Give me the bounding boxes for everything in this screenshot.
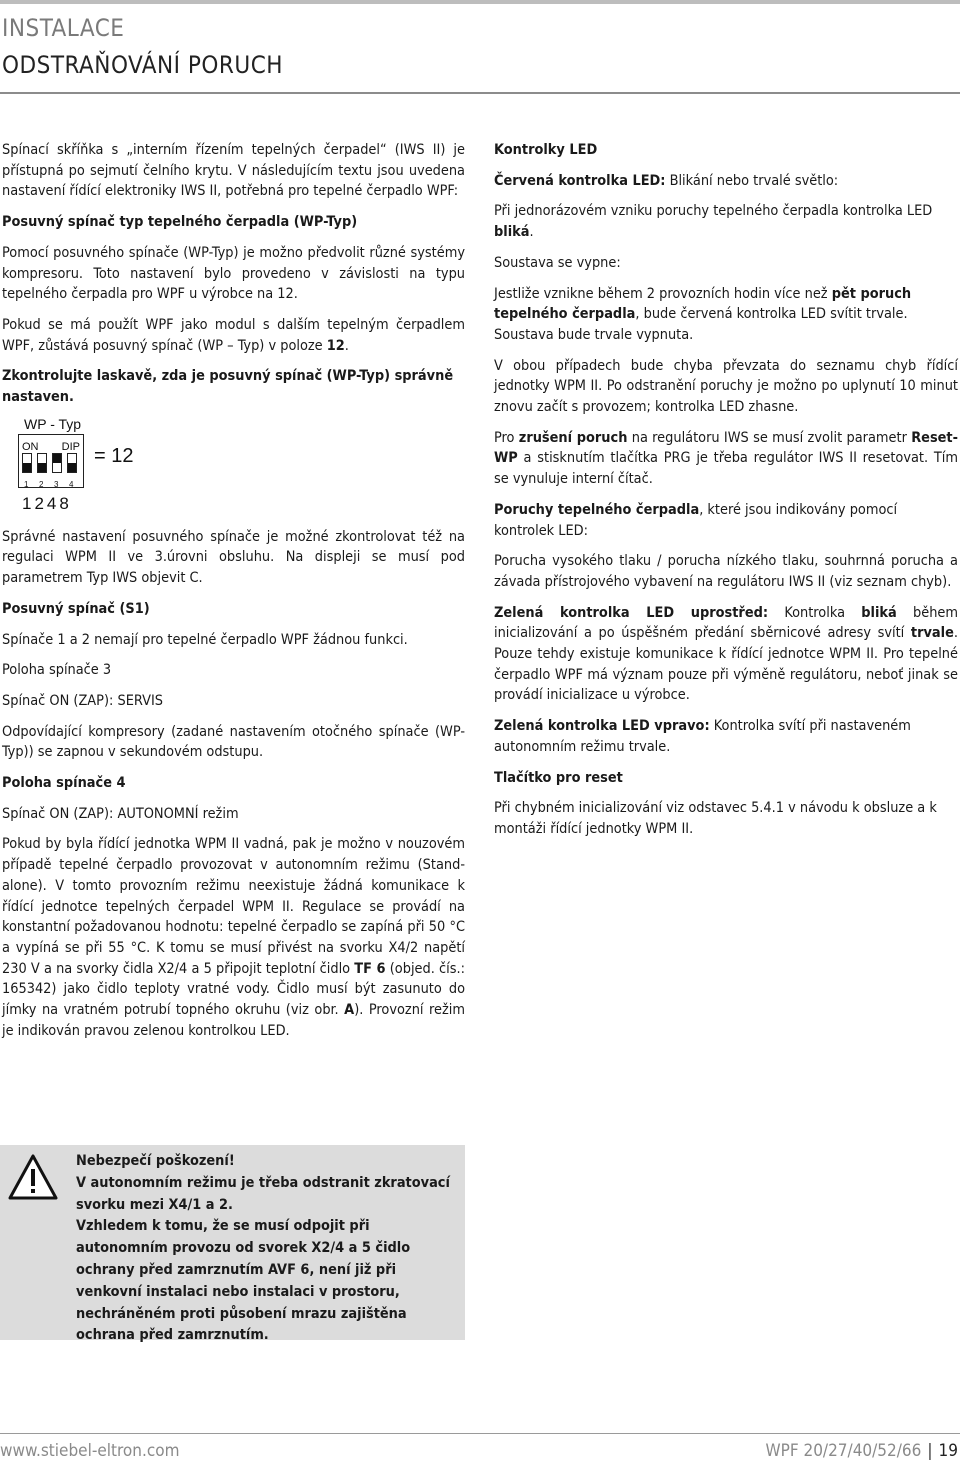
five-faults-paragraph: Jestliže vznikne během 2 provozních hodin více než pět poruch tepelného čerpadla, bude červená kontrolka LED svítit trvale. Soustava bude trvale vypnuta. (494, 285, 912, 343)
header-rule (0, 92, 960, 94)
intro-paragraph: Spínací skříňka s „interním řízením tepelných čerpadel“ (IWS II) je přístupná po sejmutí čelního krytu. V následujícím textu jsou uvedena nastavení řídící elektroniky IWS II, potřebná pro tepelné čerpadlo WPF: (2, 142, 465, 200)
position4-heading: Poloha spínače 4 (2, 775, 126, 792)
green-middle-paragraph: Zelená kontrolka LED uprostřed: Kontrolka bliká během inicializování a po úspěšném předání sběrnicové adresy svítí trvale. Pouze tehdy existuje komunikace k řídící jednotce WPM II. Pro tepelné čerpadlo WPF má význam pouze při výměně regulátoru, neboť jinak se provádí inicializace u výrobce. (494, 604, 959, 704)
switch-number: 1 (24, 479, 29, 489)
left-column (2, 140, 465, 1052)
dip-switch-box (18, 434, 84, 488)
green-right-paragraph: Zelená kontrolka LED vpravo: Kontrolka svítí při nastaveném autonomním režimu trvale. (494, 718, 911, 755)
led-heading: Kontrolky LED (494, 142, 598, 158)
footer-separator: | (927, 1441, 933, 1461)
switch-weights: 1248 (22, 493, 72, 513)
page-header (0, 0, 960, 96)
dip-label: DIP (61, 440, 80, 453)
wp-type-paragraph-2: Pokud se má použít WPF jako modul s dalším tepelným čerpadlem WPF, zůstává posuvný spínač (WP – Typ) v poloze 12. (2, 316, 465, 354)
warning-paragraph-1: V autonomním režimu je třeba odstranit zkratovací svorku mezi X4/1 a 2. (76, 1174, 450, 1213)
warning-paragraph-2: Vzhledem k tomu, že se musí odpojit při autonomním provozu od svorek X2/4 a 5 čidlo ochrany před zamrznutím AVF 6, není již při venkovní instalaci nebo instalaci v prostoru, nechráněném proti působení mrazu zajištěna ochrana před zamrznutím. (76, 1218, 411, 1344)
wp-type-paragraph-1: Pomocí posuvného spínače (WP-Typ) je možno předvolit různé systémy kompresoru. Toto nastavení bylo provedeno v závislosti na typu tepelného čerpadla pro WPF u výrobce na 12. (2, 244, 465, 303)
reset-button-heading: Tlačítko pro reset (494, 769, 623, 786)
s1-paragraph-4: Odpovídající kompresory (zadané nastavením otočného spínače (WP-Typ)) se zapnou v sekundovém odstupu. (2, 723, 465, 761)
dip-switch-diagram (18, 414, 318, 519)
s1-paragraph-2: Poloha spínače 3 (2, 662, 112, 679)
header-top-bar (0, 0, 960, 4)
page-number: 19 (938, 1441, 958, 1461)
warning-triangle-icon (8, 1153, 58, 1201)
warning-box (0, 1145, 465, 1344)
s1-paragraph-3: Spínač ON (ZAP): SERVIS (2, 692, 163, 709)
shutdown-paragraph: Soustava se vypne: (494, 254, 621, 271)
reset-paragraph: Pro zrušení poruch na regulátoru IWS se musí zvolit parametr Reset-WP a stisknutím tlačítka PRG je třeba regulátor IWS II resetovat. Tím se vynuluje interní čítač. (494, 429, 958, 488)
section-title: INSTALACE (2, 14, 125, 42)
footer-rule (0, 1433, 960, 1434)
right-column (494, 140, 958, 850)
position4-paragraph-1: Spínač ON (ZAP): AUTONOMNÍ režim (2, 805, 239, 822)
reset-button-paragraph: Při chybném inicializování viz odstavec 5.4.1 v návodu k obsluze a k montáži řídící jednotky WPM II. (494, 800, 937, 837)
footer-url: www.stiebel-eltron.com (0, 1441, 180, 1461)
footer-page-info (765, 1440, 958, 1462)
on-label: ON (22, 440, 39, 453)
switch-number: 3 (54, 479, 59, 489)
switch-number: 4 (69, 479, 74, 489)
faults-paragraph: Poruchy tepelného čerpadla, které jsou indikovány pomocí kontrolek LED: (494, 501, 898, 539)
check-instruction: Zkontrolujte laskavě, zda je posuvný spínač (WP-Typ) správně nastaven. (2, 368, 454, 406)
position4-paragraph-2: Pokud by byla řídící jednotka WPM II vadná, pak je možno v nouzovém případě tepelné čerpadlo provozovat v autonomním režimu (Stand-alone). V tomto provozním režimu neexistuje žádná komunikace k řídící jednotce tepelných čerpadel WPM II. Regulace se provádí na konstantní požadovanou hodnotu: tepelné čerpadlo se zapíná při 50 °C a vypíná se při 55 °C. K tomu se musí přivést na svorku X4/2 napětí 230 V a na svorky čidla X2/4 a 5 připojit teplotní čidlo TF 6 (objed. čís.: 165342) jako čidlo teploty vratné vody. Čidlo musí být zasunuto do jímky na vratném potrubí topného okruhu (viz obr. A). Provozní režim je indikován pravou zelenou kontrolkou LED. (2, 836, 465, 1039)
diagram-title: WP - Typ (24, 415, 82, 432)
dip-switch-4 (67, 453, 77, 473)
red-led-paragraph: Červená kontrolka LED: Blikání nebo trvalé světlo: (494, 172, 839, 189)
s1-heading: Posuvný spínač (S1) (2, 600, 150, 617)
diagram-value: = 12 (94, 444, 134, 467)
s1-paragraph-1: Spínače 1 a 2 nemají pro tepelné čerpadlo WPF žádnou funkci. (2, 631, 408, 648)
warning-text (76, 1151, 458, 1347)
dip-switch-2 (37, 453, 47, 473)
dip-switch-3 (52, 453, 62, 473)
wp-type-heading: Posuvný spínač typ tepelného čerpadla (WP-Typ) (2, 214, 358, 231)
correct-setting-paragraph: Správné nastavení posuvného spínače je možné zkontrolovat též na regulaci WPM II ve 3.úrovni obsluhu. Na displeji se musí pod parametrem Typ IWS objevit C. (2, 528, 465, 587)
footer-model: WPF 20/27/40/52/66 (765, 1441, 922, 1461)
both-cases-paragraph: V obou případech bude chyba převzata do seznamu chyb řídící jednotky WPM II. Po odstranění poruchy je možno po uplynutí 10 minut znovu začít s provozem; kontrolka LED zhasne. (494, 357, 958, 416)
chapter-title: ODSTRAŇOVÁNÍ PORUCH (2, 51, 284, 79)
switch-number: 2 (39, 479, 44, 489)
faults-list-paragraph: Porucha vysokého tlaku / porucha nízkého tlaku, souhrnná porucha a závada přístrojového vybavení na regulátoru IWS II (viz seznam chyb). (494, 553, 958, 590)
warning-title: Nebezpečí poškození! (76, 1153, 235, 1169)
dip-switch-1 (22, 453, 32, 473)
single-fault-paragraph: Při jednorázovém vzniku poruchy tepelného čerpadla kontrolka LED bliká. (494, 203, 933, 241)
